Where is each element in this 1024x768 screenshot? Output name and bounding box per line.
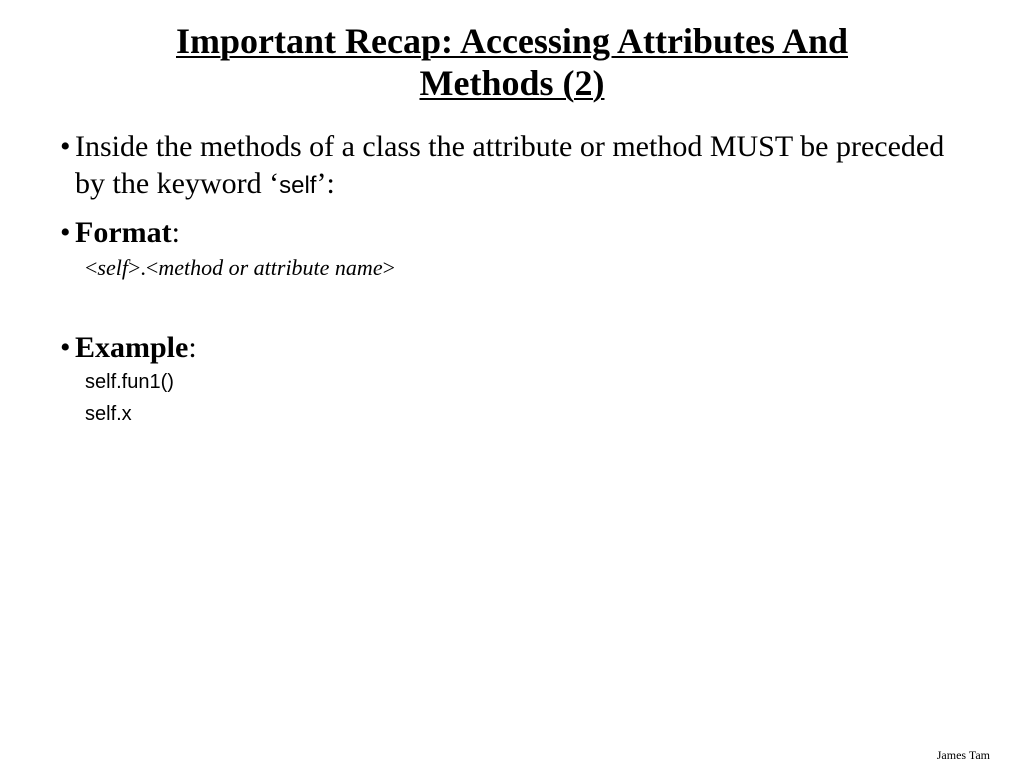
title-line-2: Methods (2) (419, 63, 605, 103)
format-close-bracket-1: > (127, 255, 141, 280)
self-keyword: self (279, 172, 317, 199)
bullet-dot: • (60, 216, 71, 249)
format-open-bracket-2: < (145, 255, 159, 280)
example-label: Example (75, 331, 189, 364)
format-self-word: self (97, 255, 128, 280)
format-open-bracket-1: < (85, 255, 98, 280)
slide-title (0, 20, 1024, 104)
example-line-1: self.fun1() (85, 371, 174, 393)
format-name-text: method or attribute name (158, 255, 383, 280)
footer-author: James Tam (936, 748, 990, 762)
bullet-example (60, 329, 980, 366)
format-colon: : (171, 216, 180, 249)
inside-methods-text: Inside the methods of a class the attribute or method MUST be preceded by the keyword ‘ (75, 130, 945, 200)
spacer (60, 285, 980, 329)
format-close-bracket-2: > (382, 255, 396, 280)
bullet-inside-methods (60, 128, 980, 204)
example-line-2: self.x (85, 403, 132, 425)
example-colon: : (188, 331, 197, 364)
format-dot: . (140, 255, 146, 280)
bullet-dot: • (60, 130, 71, 163)
slide-content (60, 128, 980, 430)
format-syntax (60, 251, 980, 285)
bullet-dot: • (60, 331, 71, 364)
inside-methods-text-end: ’: (316, 167, 335, 200)
bullet-format (60, 214, 980, 251)
title-line-1: Important Recap: Accessing Attributes And (176, 21, 848, 61)
format-label: Format (75, 216, 172, 249)
